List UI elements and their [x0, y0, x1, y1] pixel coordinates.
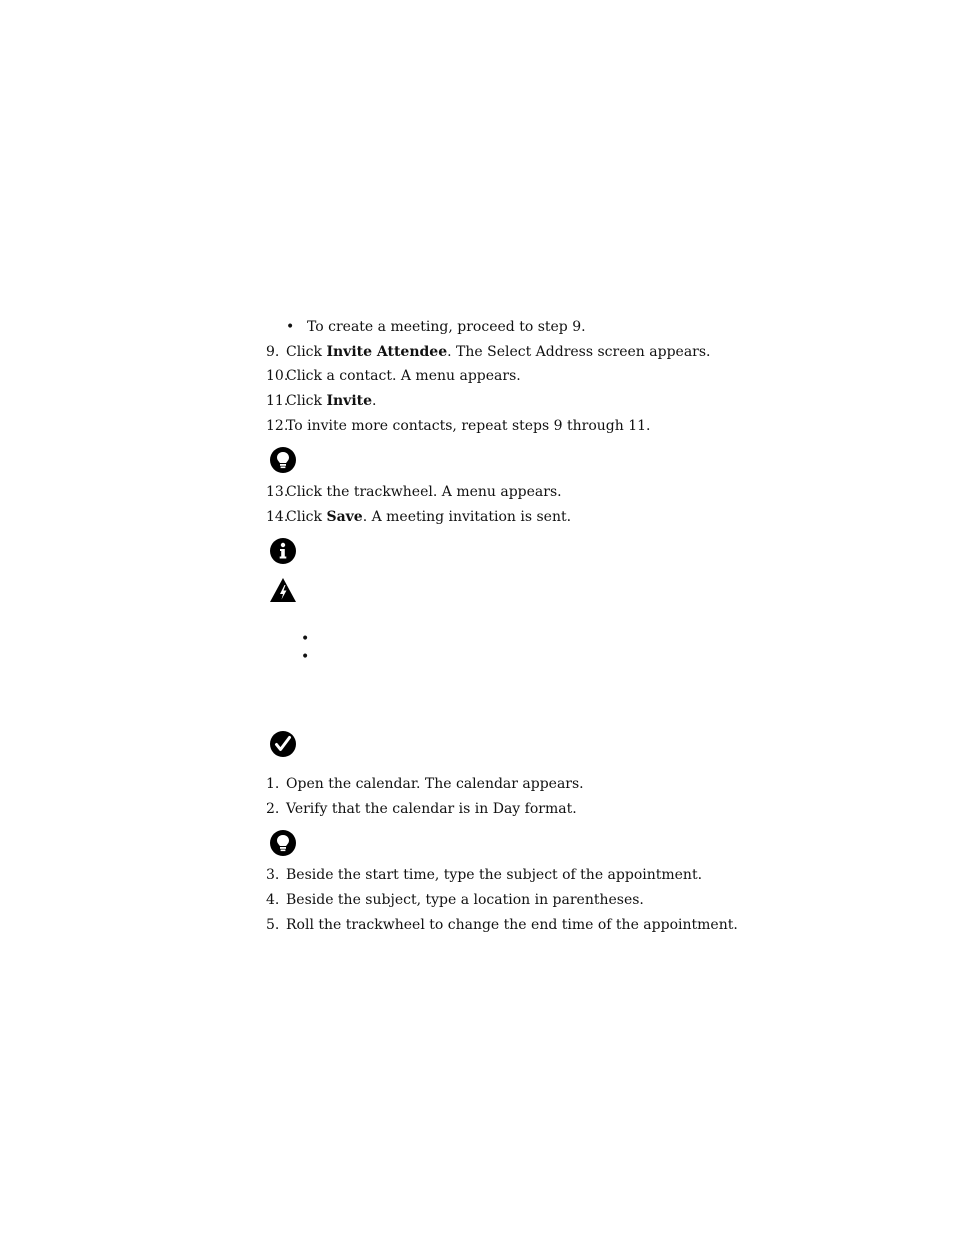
warning-icon	[269, 576, 297, 604]
bullet-marker: •	[286, 319, 295, 335]
step-text: Open the calendar. The calendar appears.	[286, 776, 584, 792]
step-number: 4.	[266, 892, 280, 908]
step-number: 11.	[266, 393, 289, 409]
step-number: 13.	[266, 484, 289, 500]
step-number: 12.	[266, 418, 289, 434]
lightbulb-icon	[269, 829, 297, 857]
step-number: 1.	[266, 776, 280, 792]
bullet-marker: •	[301, 631, 310, 647]
step-text: Beside the subject, type a location in parentheses.	[286, 892, 644, 908]
info-icon	[269, 537, 297, 565]
step-text: Click Invite Attendee. The Select Address screen appears.	[286, 344, 711, 360]
step-text: Click Invite.	[286, 393, 377, 409]
step-number: 14.	[266, 509, 289, 525]
step-number: 9.	[266, 344, 280, 360]
lightbulb-icon	[269, 446, 297, 474]
step-text: Click the trackwheel. A menu appears.	[286, 484, 562, 500]
checkmark-icon	[269, 730, 297, 758]
step-text: Click Save. A meeting invitation is sent.	[286, 509, 572, 525]
step-number: 5.	[266, 917, 280, 933]
step-number: 10.	[266, 368, 289, 384]
step-text: Verify that the calendar is in Day format.	[286, 801, 577, 817]
step-number: 3.	[266, 867, 280, 883]
bullet-item-create-meeting: To create a meeting, proceed to step 9.	[307, 319, 586, 335]
ui-term-save: Save	[326, 509, 363, 525]
step-text: Beside the start time, type the subject of the appointment.	[286, 867, 703, 883]
bullet-marker: •	[301, 649, 310, 665]
step-number: 2.	[266, 801, 280, 817]
ui-term-invite: Invite	[326, 393, 373, 409]
step-text: To invite more contacts, repeat steps 9 through 11.	[286, 418, 651, 434]
step-text: Roll the trackwheel to change the end time of the appointment.	[286, 917, 738, 933]
ui-term-invite-attendee: Invite Attendee	[326, 344, 448, 360]
step-text: Click a contact. A menu appears.	[286, 368, 521, 384]
